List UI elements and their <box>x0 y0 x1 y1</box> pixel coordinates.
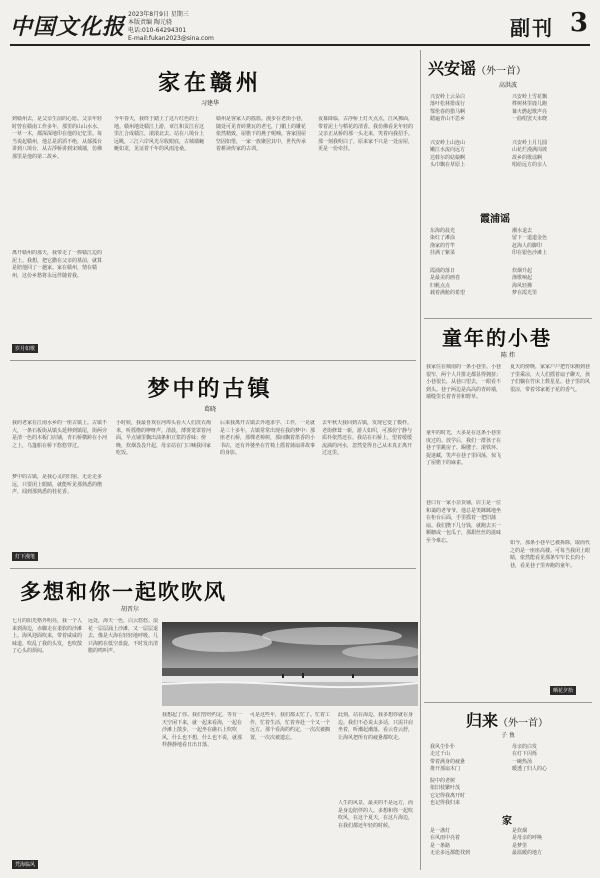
article-title: 童年的小巷 <box>442 326 552 350</box>
masthead <box>10 6 590 46</box>
article-paragraph: 我家住在城南的一条小巷里。小巷很窄，两个人并排走都显得拥挤；小巷很长，从巷口望去，一眼看不到头。巷子两边是高高的青砖墙，墙缝里长着青苔和野草。 <box>426 364 502 401</box>
poem-stanza: 是炊烟 是母亲的呼唤 是梦里 最温暖的地方 <box>512 828 543 857</box>
section-name: 副刊 <box>510 16 554 40</box>
column-divider <box>420 50 421 870</box>
article-title: 多想和你一起吹吹风 <box>20 579 227 604</box>
beach-photo <box>162 622 418 706</box>
article-paragraph: 后来我离开古镇去外地求学、工作，一晃就是三十多年。古镇常常出现在我的梦中：那座老石桥，那棵老樟树，那间飘着墨香的小书店，还有外婆坐在竹椅上摇着蒲扇讲故事的身影。 <box>220 420 316 457</box>
poem-title-sub: （外一首） <box>476 66 527 77</box>
section-divider <box>424 318 592 319</box>
poem-author: 子 鱼 <box>501 732 515 739</box>
article2-col1b <box>12 474 108 534</box>
article-paragraph: 小时候，我最喜欢在河埠头看大人们洗衣淘米，听摇橹的咿呀声。清晨，薄雾笼罩着河面，早点铺里飘出油条和豆浆的香味；傍晚，炊烟袅袅升起，母亲站在门口喊我回家吃饭。 <box>116 420 212 457</box>
article-paragraph: 赣州是客家人的摇篮。漫步在老街小巷，随处可见青砖黛瓦的老宅，门楣上的雕花依然精致，屋檐下的燕子呢喃。客家围屋坚固如堡，一家一族聚居其中，世代传承着耕读传家的古训。 <box>216 116 307 153</box>
section-divider <box>10 568 416 569</box>
article3-col2 <box>88 618 158 858</box>
poem-stanza: 兴安岭上月儿圆 山花烂漫满岗坡 故乡的歌谣啊 唱给远方的亲人 <box>512 140 548 169</box>
article-paragraph: 离开赣州的那天，我带走了一捧赣江边的泥土。我想，把它撒在父亲的墓前，就算是陪他回了一趟家。家在赣州，情在赣州，这份乡愁将永远伴随着我。 <box>12 250 103 279</box>
article-paragraph: 童年的时光，大多是在这条小巷里度过的。放学后，我们一群孩子在巷子里跳房子、踢毽子、滚铁环、捉迷藏，笑声在巷子里回荡，惊飞了屋檐下的麻雀。 <box>426 430 502 467</box>
article-paragraph: 梦中的古镇，是我心灵的归宿。无论走多远，只要闭上眼睛，就能听见那熟悉的橹声，闻到那熟悉的桂花香。 <box>12 474 103 496</box>
article-paragraph: 巷口有一家小杂货铺，店主是一位和蔼的老爷爷。他总是笑眯眯地坐在柜台后面，手里摇着一把旧蒲扇。我们攒下几分钱，就跑去买一颗糖或一包瓜子，那甜丝丝的滋味至今难忘。 <box>426 500 502 544</box>
article-paragraph: 去年秋天我回到古镇，发现它变了模样。老街修葺一新，游人如织，可那份宁静与质朴依然还在。我站在石桥上，望着缓缓流淌的河水，忽然觉得自己从未真正离开过这里。 <box>322 420 413 457</box>
poem-stanza: 院中的老树 依旧枝繁叶茂 它记得我离开时 也记得我归来 <box>430 778 466 807</box>
article-title: 家在赣州 <box>157 70 262 96</box>
article-paragraph: 我的老家在江南水乡的一座古镇上。古镇不大，一条石板街从镇头延伸到镇尾，街两旁是清一色的木板门店铺，青石桥横跨在小河之上，乌篷船在桥下悠悠穿过。 <box>12 420 108 449</box>
poem-stanza: 东海的晨光 染红了滩涂 渔家的竹竿 挂满了紫菜 <box>430 228 456 257</box>
poem-stanza: 炊烟升起 渔歌响起 海风轻拂 梦在霞光里 <box>512 268 538 297</box>
article-paragraph: 此刻，站在海边，我多想你就在身边。我们不必说太多话，只需并肩坐着，听潮起潮落，看云卷云舒，让海风把所有的疲惫都吹走。 <box>338 712 414 741</box>
poem-title <box>428 56 526 79</box>
poem-stanza: 是一盏灯 在风雨中亮着 是一条路 无论多远都能找到 <box>430 828 471 857</box>
article1-col4 <box>318 116 414 352</box>
page-number: 3 <box>569 8 588 38</box>
article-paragraph: 到赣州去，是父亲生前的心愿。父亲年轻时曾在赣南工作多年，那里的山山水水、一草一木，都深深地印在他的记忆里。每当说起赣州，他总是滔滔不绝，从郁孤台讲到八境台，从古浮桥讲到宋城墙，仿佛那里是他的第二故乡。 <box>12 116 103 160</box>
poem-stanza: 潮水退去 留下一道道金色 赶海人的脚印 印在银色沙滩上 <box>512 228 548 257</box>
article1-col2 <box>114 116 206 352</box>
article1-col3 <box>216 116 308 352</box>
article4-col1c <box>426 500 504 690</box>
article-paragraph: 远处，海天一色，白云悠悠。浪花一层层涌上沙滩，又一层层退去，像是大海在轻轻地呼吸。几只海鸥在低空盘旋，不时发出清脆的鸣叫声。 <box>88 618 158 655</box>
poem-stanza: 兴安岭上云朵白 落叶松林排成行 鄂伦春的猎马啊 踏遍青山不思乡 <box>430 94 466 123</box>
article-byline: 习建华 <box>200 100 219 107</box>
poem-title-main: 归来 <box>466 711 499 730</box>
poem-author: 高洪波 <box>498 82 517 89</box>
column-tag: 岁月如歌 <box>12 344 38 353</box>
article3-col1 <box>12 618 82 848</box>
poem-stanza: 我风尘仆仆 走过千山 带着满身的疲惫 推开那扇木门 <box>430 744 466 773</box>
article-paragraph: 夏天的傍晚，家家户户把竹床搬到巷子里乘凉，大人们摇着扇子聊天，孩子们躺在竹床上数星星。巷子里的风很凉，带着邻家栀子花的香气。 <box>510 364 591 393</box>
article-title: 梦中的古镇 <box>147 376 273 402</box>
masthead-date: 2023年8月9日 星期三 <box>128 11 189 18</box>
poem-title-sub: （外一首） <box>498 718 549 729</box>
article3-col5b <box>338 800 416 860</box>
masthead-phone: 电话:010-64294301 <box>128 27 187 34</box>
column-tag: 灯下漫笔 <box>12 552 38 561</box>
poem-subtitle: 霞浦谣 <box>480 214 510 225</box>
article-paragraph: 可是这些年，我们都太忙了。忙着工作，忙着生活，忙着奔赴一个又一个远方。那个看海的约定，一次次被搁置，一次次被遗忘。 <box>250 712 331 741</box>
article-paragraph: 如今，那条小巷早已被拆除，取而代之的是一座座高楼。可每当我闭上眼睛，依然能看见那条窄窄长长的小巷，看见巷子里奔跑的童年。 <box>510 540 591 569</box>
section-divider <box>10 360 416 361</box>
poem-stanza: 兴安岭上山连山 嫩江水流向远方 达斡尔的姑娘啊 头巾飘在草原上 <box>430 140 466 169</box>
masthead-meta <box>128 11 214 43</box>
article2-col2 <box>116 420 212 560</box>
article-paragraph: 七月的阳光格外明亮，我一个人来到海边，赤脚走在柔软的沙滩上。海风迎面吹来，带着咸咸的味道，吹乱了我的头发，也吹散了心头的烦闷。 <box>12 618 82 655</box>
article-byline: 葛晓 <box>203 406 216 413</box>
masthead-editor: 本版责编 陶元骁 <box>128 19 172 26</box>
article-paragraph: 今年春天，我终于踏上了这片红色的土地。赣州地处赣江上游，章江和贡江在这里汇合成赣江，滚滚北去。站在八境台上远眺，三江六岸风光尽收眼底，古城墙蜿蜒如龙，见证着千年的风雨沧桑。 <box>114 116 205 153</box>
poem-title-main: 兴安谣 <box>428 59 477 78</box>
masthead-email: E-mail:fukan2023@sina.com <box>128 35 214 42</box>
column-tag: 晒花夕拾 <box>550 686 576 695</box>
poem-stanza: 母亲的白发 在灯下闪烁 一碗热汤 暖透了归人的心 <box>512 744 548 773</box>
article4-col2b <box>510 540 592 680</box>
article3-col3 <box>162 712 244 862</box>
article-byline: 胡晋尔 <box>120 606 139 613</box>
column-tag: 凭海临风 <box>12 860 38 869</box>
article3-col4 <box>250 712 332 862</box>
section-divider <box>424 702 592 703</box>
article2-col4 <box>322 420 414 560</box>
poem-stanza: 霞浦的落日 是最美的画卷 归帆点点 载着满舱的希望 <box>430 268 466 297</box>
article2-col3 <box>220 420 316 560</box>
poem-subtitle: 家 <box>502 816 512 827</box>
article-paragraph: 夜幕降临，古浮桥上灯火点点，江风拂面，带着泥土与稻花的清香。我仿佛看见年轻的父亲正从桥的那一头走来，笑着向我招手。那一刻我明白了，原来家不只是一处房屋，更是一份牵挂。 <box>318 116 414 153</box>
article1-col1b <box>12 250 104 336</box>
article-paragraph: 我想起了你。我们曾经约定，等有一天空闲下来，就一起来看海，一起在沙滩上散步，一起坐在礁石上吹吹风，什么也不想，什么也不说，就那样静静地看日出日落。 <box>162 712 243 749</box>
masthead-brand: 中国文化报 <box>10 14 126 40</box>
article-byline: 陈 炜 <box>501 352 515 359</box>
poem-title <box>466 708 548 731</box>
article4-col2 <box>510 364 592 534</box>
poem-stanza: 兴安岭上雪花飘 桦树林里鹿儿跑 篝火燃起歌声亮 一曲唱罢天未晓 <box>512 94 548 123</box>
article-paragraph: 人生的风景，最美的不是远方，而是身边陪伴的人。多想和你一起吹吹风，在这个夏天，在这片海边，在我们都还年轻的时候。 <box>338 800 414 829</box>
